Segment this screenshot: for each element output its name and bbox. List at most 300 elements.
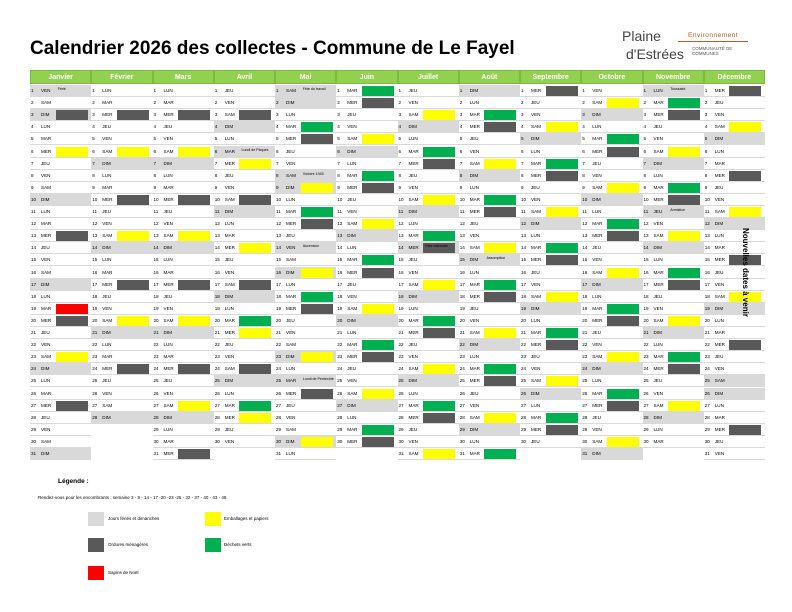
day-cell xyxy=(581,363,642,375)
collection-marker xyxy=(301,389,333,399)
weekday-label: MER xyxy=(653,366,664,372)
day-cell xyxy=(520,109,581,121)
legend-swatch xyxy=(88,538,104,552)
day-cell xyxy=(30,363,91,375)
holiday-note: Férié xyxy=(57,87,66,91)
day-cell xyxy=(153,448,214,460)
day-cell xyxy=(459,182,520,194)
weekday-label: MER xyxy=(469,124,480,130)
weekday-label: VEN xyxy=(469,402,480,408)
day-cell xyxy=(153,351,214,363)
day-number: 12 xyxy=(643,221,649,227)
day-cell xyxy=(398,400,459,412)
collection-marker xyxy=(117,316,149,326)
weekday-label: MER xyxy=(531,172,542,178)
weekday-label: VEN xyxy=(224,438,235,444)
day-number: 20 xyxy=(398,317,404,323)
weekday-label: MER xyxy=(347,269,358,275)
weekday-label: MER xyxy=(714,172,725,178)
day-number: 5 xyxy=(31,136,34,142)
day-cell xyxy=(581,400,642,412)
weekday-label: LUN xyxy=(41,209,51,214)
weekday-label: SAM xyxy=(286,172,296,178)
day-cell xyxy=(459,339,520,351)
weekday-label: DIM xyxy=(41,196,50,202)
day-cell xyxy=(643,109,704,121)
day-number: 22 xyxy=(459,342,465,348)
weekday-label: MER xyxy=(531,342,542,348)
weekday-label: MAR xyxy=(653,269,664,275)
day-number: 18 xyxy=(398,293,404,299)
weekday-label: DIM xyxy=(531,390,540,396)
day-cell xyxy=(214,327,275,339)
weekday-label: MAR xyxy=(592,136,603,142)
weekday-label: LUN xyxy=(286,366,296,372)
day-cell xyxy=(581,315,642,327)
day-number: 14 xyxy=(214,245,220,251)
collection-marker xyxy=(301,134,333,144)
day-number: 23 xyxy=(398,354,404,360)
day-cell xyxy=(459,109,520,121)
day-number: 4 xyxy=(31,124,34,130)
weekday-label: MAR xyxy=(531,330,542,335)
day-cell xyxy=(704,206,765,218)
weekday-label: LUN xyxy=(408,305,418,311)
holiday-note: Lundi de Pâques xyxy=(241,147,269,152)
day-cell xyxy=(520,375,581,387)
day-number: 27 xyxy=(459,402,465,408)
day-number: 30 xyxy=(459,438,465,444)
weekday-label: SAM xyxy=(531,293,541,299)
day-cell xyxy=(91,400,152,412)
weekday-label: VEN xyxy=(714,451,725,456)
day-number: 29 xyxy=(582,426,588,432)
weekday-label: DIM xyxy=(592,112,601,118)
weekday-label: MAR xyxy=(408,233,419,239)
weekday-label: LUN xyxy=(408,221,418,227)
weekday-label: JEU xyxy=(163,209,173,214)
collection-marker xyxy=(362,134,394,144)
weekday-label: MER xyxy=(102,366,113,372)
day-cell xyxy=(153,327,214,339)
weekday-label: SAM xyxy=(714,124,725,130)
weekday-label: JEU xyxy=(714,438,724,444)
day-cell xyxy=(398,85,459,97)
collection-marker xyxy=(668,147,700,157)
day-number: 13 xyxy=(582,233,588,239)
collection-marker xyxy=(239,280,271,290)
day-cell xyxy=(520,218,581,230)
day-cell xyxy=(581,109,642,121)
day-cell xyxy=(520,146,581,158)
day-cell xyxy=(520,424,581,436)
weekday-label: VEN xyxy=(653,221,663,227)
collection-marker xyxy=(729,207,761,217)
weekday-label: MER xyxy=(224,160,235,166)
collection-marker xyxy=(178,401,210,411)
weekday-label: MAR xyxy=(592,390,603,396)
weekday-label: LUN xyxy=(408,136,418,142)
legend-swatch xyxy=(205,538,221,552)
day-cell xyxy=(214,303,275,315)
weekday-label: LUN xyxy=(163,257,173,263)
day-cell xyxy=(398,97,459,109)
weekday-label: LUN xyxy=(102,342,112,348)
day-cell xyxy=(336,242,397,254)
day-number: 11 xyxy=(92,209,98,214)
weekday-label: LUN xyxy=(102,172,112,178)
day-cell xyxy=(398,388,459,400)
day-cell xyxy=(459,206,520,218)
day-number: 5 xyxy=(398,136,402,142)
day-cell xyxy=(581,412,642,424)
collection-marker xyxy=(607,219,639,229)
collection-marker xyxy=(668,231,700,241)
weekday-label: MAR xyxy=(469,451,480,456)
day-number: 11 xyxy=(521,209,526,214)
weekday-label: DIM xyxy=(41,451,50,456)
day-cell xyxy=(459,351,520,363)
collection-marker xyxy=(362,340,394,350)
day-cell xyxy=(643,97,704,109)
month-header: Juillet xyxy=(398,70,459,84)
day-number: 22 xyxy=(214,342,220,348)
weekday-label: MER xyxy=(224,330,235,335)
day-cell xyxy=(275,327,336,339)
day-number: 30 xyxy=(153,438,159,444)
day-cell xyxy=(30,170,91,182)
day-cell xyxy=(30,436,91,448)
day-number: 6 xyxy=(459,148,463,154)
day-cell xyxy=(459,436,520,448)
day-number: 4 xyxy=(92,124,95,130)
day-cell xyxy=(398,206,459,218)
collection-marker xyxy=(239,364,271,374)
weekday-label: MAR xyxy=(469,366,480,372)
weekday-label: SAM xyxy=(592,354,603,360)
day-number: 25 xyxy=(31,378,37,384)
day-number: 12 xyxy=(398,221,404,227)
day-cell xyxy=(336,412,397,424)
collection-marker xyxy=(484,292,516,302)
day-number: 31 xyxy=(582,451,588,456)
day-cell xyxy=(336,182,397,194)
day-number: 1 xyxy=(337,88,340,93)
collection-marker xyxy=(56,352,88,362)
weekday-label: DIM xyxy=(286,184,295,190)
day-cell xyxy=(275,388,336,400)
weekday-label: LUN xyxy=(469,438,479,444)
collection-marker xyxy=(484,159,516,169)
day-cell xyxy=(214,291,275,303)
day-number: 12 xyxy=(31,221,37,227)
day-cell xyxy=(459,170,520,182)
weekday-label: LUN xyxy=(469,184,479,190)
collection-marker xyxy=(423,364,455,374)
weekday-label: MER xyxy=(286,390,297,396)
collection-marker xyxy=(239,316,271,326)
day-number: 31 xyxy=(153,451,159,456)
collection-marker xyxy=(301,304,333,314)
day-number: 13 xyxy=(398,233,404,239)
legend-label: Ordures ménagères xyxy=(108,542,149,547)
collection-marker xyxy=(729,122,761,132)
day-cell xyxy=(153,315,214,327)
weekday-label: MAR xyxy=(102,100,113,106)
day-cell xyxy=(643,194,704,206)
day-cell xyxy=(704,85,765,97)
weekday-label: MER xyxy=(163,451,174,456)
collection-marker xyxy=(607,134,639,144)
day-number: 5 xyxy=(337,136,340,142)
collection-marker xyxy=(301,219,333,229)
weekday-label: DIM xyxy=(347,233,356,239)
month-header: Août xyxy=(459,70,520,84)
day-number: 13 xyxy=(153,233,159,239)
collection-marker xyxy=(117,280,149,290)
weekday-label: MER xyxy=(408,245,419,251)
day-number: 20 xyxy=(276,317,282,323)
weekday-label: LUN xyxy=(653,257,663,263)
day-cell xyxy=(214,400,275,412)
collection-marker xyxy=(301,207,333,217)
day-cell xyxy=(520,170,581,182)
collection-marker xyxy=(301,437,333,447)
day-cell xyxy=(91,121,152,133)
weekday-label: JEU xyxy=(714,354,724,360)
day-number: 13 xyxy=(337,233,343,239)
logo-sub: COMMUNAUTÉ DE COMMUNES xyxy=(692,46,733,56)
side-note-text: Nouvelles dates à venir xyxy=(741,228,750,317)
holiday-note: Assomption xyxy=(486,256,506,261)
weekday-label: JEU xyxy=(41,245,50,251)
day-cell xyxy=(704,400,765,412)
legend-swatch xyxy=(88,512,104,526)
day-number: 29 xyxy=(398,426,404,432)
day-number: 6 xyxy=(214,148,218,154)
day-number: 9 xyxy=(459,184,463,190)
weekday-label: MAR xyxy=(531,245,542,251)
holiday-note: Lundi de Pentecôte xyxy=(302,377,334,382)
day-cell xyxy=(643,230,704,242)
collection-marker xyxy=(56,231,88,241)
day-cell xyxy=(336,158,397,170)
day-number: 27 xyxy=(153,402,159,408)
day-number: 23 xyxy=(214,354,220,360)
day-number: 22 xyxy=(398,342,404,348)
weekday-label: JEU xyxy=(286,317,295,323)
day-number: 2 xyxy=(31,100,34,106)
weekday-label: SAM xyxy=(163,317,174,323)
day-cell xyxy=(520,279,581,291)
day-cell xyxy=(704,194,765,206)
collection-marker xyxy=(668,401,700,411)
day-number: 6 xyxy=(153,148,157,154)
day-cell xyxy=(459,121,520,133)
weekday-label: SAM xyxy=(224,196,235,202)
day-number: 10 xyxy=(459,196,465,202)
weekday-label: LUN xyxy=(531,148,541,154)
weekday-label: VEN xyxy=(102,390,112,396)
collection-marker xyxy=(484,328,516,338)
weekday-label: MER xyxy=(714,426,725,432)
weekday-label: MAR xyxy=(347,342,358,348)
day-cell xyxy=(643,182,704,194)
weekday-label: SAM xyxy=(592,269,603,275)
day-cell xyxy=(398,230,459,242)
weekday-label: JEU xyxy=(224,257,234,263)
day-cell xyxy=(153,97,214,109)
day-number: 7 xyxy=(92,160,95,166)
day-number: 6 xyxy=(643,148,647,154)
weekday-label: JEU xyxy=(408,172,418,178)
weekday-label: VEN xyxy=(224,184,235,190)
weekday-label: LUN xyxy=(653,172,663,178)
day-cell xyxy=(153,109,214,121)
weekday-label: LUN xyxy=(163,88,173,93)
day-cell xyxy=(153,267,214,279)
weekday-label: VEN xyxy=(408,438,418,444)
weekday-label: VEN xyxy=(347,124,357,130)
weekday-label: DIM xyxy=(592,451,601,456)
collection-marker xyxy=(668,268,700,278)
day-cell xyxy=(214,363,275,375)
day-number: 27 xyxy=(337,402,343,408)
weekday-label: MAR xyxy=(408,148,419,154)
day-number: 13 xyxy=(459,233,465,239)
weekday-label: DIM xyxy=(469,88,479,93)
weekday-label: JEU xyxy=(653,378,663,384)
day-cell xyxy=(30,242,91,254)
weekday-label: LUN xyxy=(286,451,296,456)
day-number: 8 xyxy=(276,172,279,178)
day-cell xyxy=(214,182,275,194)
day-number: 14 xyxy=(459,245,465,251)
day-cell xyxy=(704,412,765,424)
day-number: 14 xyxy=(31,245,37,251)
day-cell xyxy=(581,97,642,109)
day-cell xyxy=(581,303,642,315)
weekday-label: MAR xyxy=(714,414,725,420)
legend-rdv: Rendez-vous pour les encombrants : semaine 3 - 9 - 14 - 17 -20 -23 -26 - 32 - 37 - 40 - 43 - 49 xyxy=(38,495,227,500)
day-number: 18 xyxy=(521,293,527,299)
day-cell xyxy=(214,85,275,97)
day-cell xyxy=(275,85,336,97)
day-cell xyxy=(30,315,91,327)
day-number: 9 xyxy=(153,184,157,190)
weekday-label: JEU xyxy=(469,305,479,311)
day-number: 29 xyxy=(459,426,465,432)
day-number: 20 xyxy=(521,317,527,323)
day-cell xyxy=(398,182,459,194)
weekday-label: DIM xyxy=(224,209,234,214)
day-cell xyxy=(214,412,275,424)
month-header: Mars xyxy=(153,70,214,84)
day-cell xyxy=(643,363,704,375)
weekday-label: VEN xyxy=(286,160,296,166)
day-number: 19 xyxy=(582,305,588,311)
day-number: 24 xyxy=(398,366,404,372)
collection-marker xyxy=(668,316,700,326)
day-number: 26 xyxy=(459,390,465,396)
day-number: 24 xyxy=(31,366,37,372)
weekday-label: MER xyxy=(347,100,358,106)
collection-marker xyxy=(239,110,271,120)
day-number: 17 xyxy=(643,281,649,287)
day-number: 15 xyxy=(276,257,282,263)
weekday-label: DIM xyxy=(592,196,601,202)
day-cell xyxy=(30,375,91,387)
day-cell xyxy=(643,339,704,351)
weekday-label: VEN xyxy=(41,342,51,348)
day-number: 8 xyxy=(92,172,95,178)
collection-marker xyxy=(729,171,761,181)
weekday-label: MAR xyxy=(224,233,235,239)
day-number: 30 xyxy=(582,438,588,444)
day-cell xyxy=(275,242,336,254)
day-cell xyxy=(91,230,152,242)
day-cell xyxy=(459,158,520,170)
month-header: Décembre xyxy=(704,70,765,84)
day-cell xyxy=(459,279,520,291)
day-cell xyxy=(459,291,520,303)
day-cell xyxy=(336,254,397,266)
day-number: 26 xyxy=(398,390,404,396)
collection-marker xyxy=(668,364,700,374)
day-cell xyxy=(704,121,765,133)
collection-marker xyxy=(484,207,516,217)
day-number: 19 xyxy=(153,305,159,311)
day-number: 23 xyxy=(153,354,159,360)
weekday-label: SAM xyxy=(592,438,603,444)
day-cell xyxy=(704,315,765,327)
weekday-label: LUN xyxy=(41,378,51,384)
weekday-label: JEU xyxy=(531,184,540,190)
weekday-label: DIM xyxy=(653,245,662,251)
day-cell xyxy=(336,121,397,133)
weekday-label: SAM xyxy=(347,305,358,311)
collection-marker xyxy=(56,316,88,326)
weekday-label: LUN xyxy=(714,148,724,154)
day-number: 20 xyxy=(459,317,465,323)
collection-marker xyxy=(607,98,639,108)
day-number: 4 xyxy=(643,124,647,130)
weekday-label: MER xyxy=(653,281,664,287)
day-number: 29 xyxy=(153,426,159,432)
day-number: 29 xyxy=(643,426,649,432)
weekday-label: VEN xyxy=(41,426,51,432)
day-number: 21 xyxy=(704,330,710,335)
weekday-label: JEU xyxy=(347,281,356,287)
day-cell xyxy=(704,375,765,387)
day-number: 22 xyxy=(153,342,159,348)
weekday-label: LUN xyxy=(347,414,357,420)
logo-line1: Plaine xyxy=(622,28,661,44)
collection-marker xyxy=(423,159,455,169)
weekday-label: VEN xyxy=(286,414,296,420)
day-cell xyxy=(398,375,459,387)
day-number: 1 xyxy=(276,88,279,93)
day-cell xyxy=(398,436,459,448)
day-number: 27 xyxy=(31,402,37,408)
day-number: 24 xyxy=(643,366,649,372)
weekday-label: DIM xyxy=(102,160,111,166)
weekday-label: SAM xyxy=(102,317,113,323)
day-cell xyxy=(336,375,397,387)
legend-swatch xyxy=(88,566,104,580)
weekday-label: MER xyxy=(408,330,419,335)
day-number: 3 xyxy=(459,112,463,118)
